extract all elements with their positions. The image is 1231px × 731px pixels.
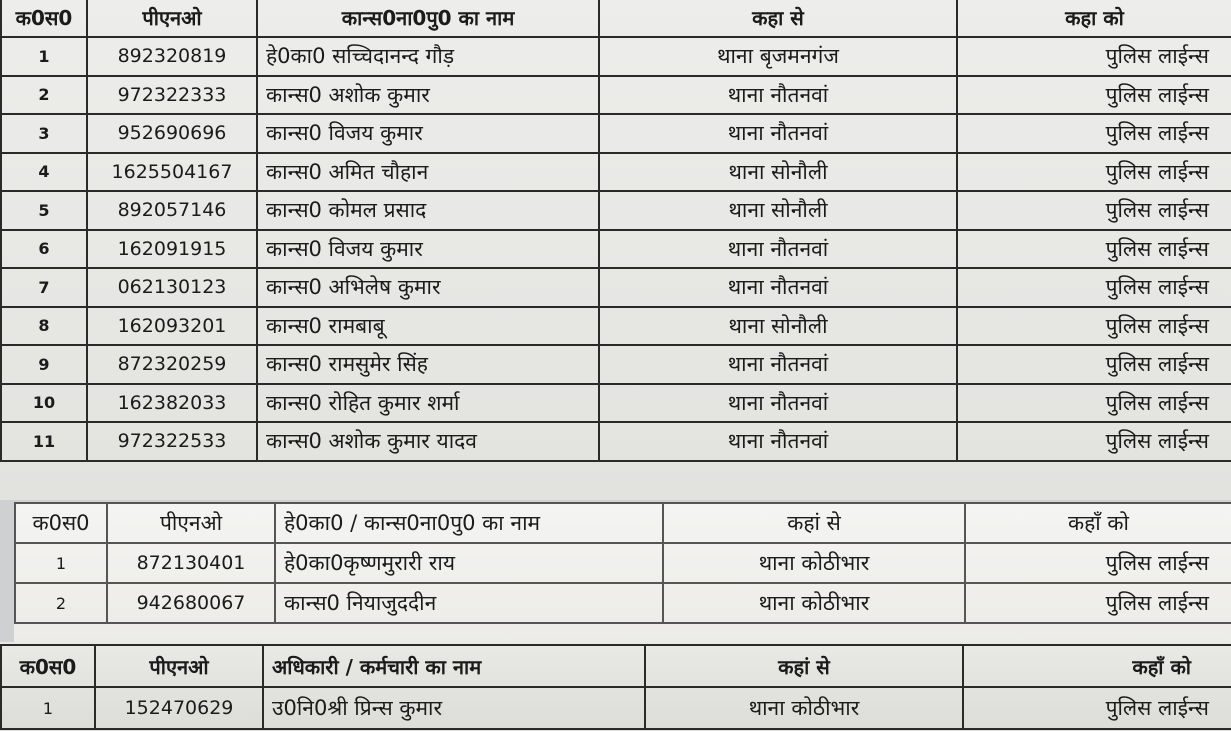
cell-name: कान्स0 कोमल प्रसाद bbox=[257, 191, 599, 230]
table-row bbox=[1, 345, 1231, 384]
cell-name: हे0का0 सच्चिदानन्द गौड़ bbox=[257, 37, 599, 76]
cell-serial: 7 bbox=[1, 268, 87, 307]
col-header-to: कहाँ को bbox=[963, 645, 1231, 687]
cell-from: थाना नौतनवां bbox=[599, 76, 957, 115]
cell-pno: 1625504167 bbox=[87, 153, 257, 192]
cell-to: पुलिस लाईन्स bbox=[957, 268, 1231, 307]
col-header-from: कहा से bbox=[599, 0, 957, 37]
cell-from: थाना सोनौली bbox=[599, 153, 957, 192]
col-header-serial: क0स0 bbox=[1, 645, 95, 687]
cell-pno: 972322333 bbox=[87, 76, 257, 115]
cell-name: उ0नि0श्री प्रिन्स कुमार bbox=[263, 687, 645, 729]
cell-to: पुलिस लाईन्स bbox=[957, 76, 1231, 115]
cell-pno: 162093201 bbox=[87, 307, 257, 346]
cell-serial: 1 bbox=[15, 543, 107, 583]
cell-from: थाना सोनौली bbox=[599, 191, 957, 230]
table-row bbox=[15, 583, 1231, 623]
col-header-to: कहा को bbox=[957, 0, 1231, 37]
table-row bbox=[1, 76, 1231, 115]
col-header-name: हे0का0 / कान्स0ना0पु0 का नाम bbox=[275, 503, 663, 543]
cell-to: पुलिस लाईन्स bbox=[957, 37, 1231, 76]
cell-pno: 892320819 bbox=[87, 37, 257, 76]
cell-from: थाना कोठीभार bbox=[663, 583, 965, 623]
col-header-name: कान्स0ना0पु0 का नाम bbox=[257, 0, 599, 37]
table-row bbox=[1, 687, 1231, 729]
cell-serial: 1 bbox=[1, 37, 87, 76]
transfer-table-3 bbox=[0, 644, 1231, 730]
cell-pno: 062130123 bbox=[87, 268, 257, 307]
table-header-row bbox=[1, 645, 1231, 687]
cell-from: थाना नौतनवां bbox=[599, 268, 957, 307]
transfer-table-2 bbox=[14, 502, 1231, 624]
table-row bbox=[1, 153, 1231, 192]
cell-serial: 9 bbox=[1, 345, 87, 384]
cell-from: थाना कोठीभार bbox=[663, 543, 965, 583]
cell-name: कान्स0 नियाजुददीन bbox=[275, 583, 663, 623]
cell-from: थाना नौतनवां bbox=[599, 384, 957, 423]
cell-from: थाना नौतनवां bbox=[599, 422, 957, 461]
cell-from: थाना नौतनवां bbox=[599, 345, 957, 384]
cell-to: पुलिस लाईन्स bbox=[965, 543, 1231, 583]
cell-to: पुलिस लाईन्स bbox=[957, 307, 1231, 346]
cell-name: कान्स0 अमित चौहान bbox=[257, 153, 599, 192]
cell-name: कान्स0 अशोक कुमार bbox=[257, 76, 599, 115]
cell-from: थाना सोनौली bbox=[599, 307, 957, 346]
cell-to: पुलिस लाईन्स bbox=[965, 583, 1231, 623]
cell-pno: 162091915 bbox=[87, 230, 257, 269]
cell-name: कान्स0 अभिलेष कुमार bbox=[257, 268, 599, 307]
cell-from: थाना नौतनवां bbox=[599, 114, 957, 153]
table-row bbox=[15, 543, 1231, 583]
cell-from: थाना नौतनवां bbox=[599, 230, 957, 269]
cell-to: पुलिस लाईन्स bbox=[963, 687, 1231, 729]
table-header-row bbox=[1, 0, 1231, 37]
cell-serial: 10 bbox=[1, 384, 87, 423]
col-header-from: कहां से bbox=[645, 645, 963, 687]
table-row bbox=[1, 384, 1231, 423]
table-header-row bbox=[15, 503, 1231, 543]
cell-to: पुलिस लाईन्स bbox=[957, 153, 1231, 192]
cell-pno: 972322533 bbox=[87, 422, 257, 461]
cell-pno: 872320259 bbox=[87, 345, 257, 384]
col-header-pno: पीएनओ bbox=[107, 503, 275, 543]
cell-to: पुलिस लाईन्स bbox=[957, 191, 1231, 230]
cell-serial: 11 bbox=[1, 422, 87, 461]
cell-serial: 6 bbox=[1, 230, 87, 269]
cell-to: पुलिस लाईन्स bbox=[957, 384, 1231, 423]
cell-to: पुलिस लाईन्स bbox=[957, 114, 1231, 153]
cell-serial: 2 bbox=[15, 583, 107, 623]
transfer-list-sheet-3 bbox=[0, 642, 1231, 731]
cell-name: कान्स0 रोहित कुमार शर्मा bbox=[257, 384, 599, 423]
cell-to: पुलिस लाईन्स bbox=[957, 230, 1231, 269]
cell-name: कान्स0 रामबाबू bbox=[257, 307, 599, 346]
cell-serial: 3 bbox=[1, 114, 87, 153]
table-row bbox=[1, 268, 1231, 307]
col-header-name: अधिकारी / कर्मचारी का नाम bbox=[263, 645, 645, 687]
cell-name: कान्स0 रामसुमेर सिंह bbox=[257, 345, 599, 384]
col-header-serial: क0स0 bbox=[1, 0, 87, 37]
cell-pno: 892057146 bbox=[87, 191, 257, 230]
cell-name: हे0का0कृष्णमुरारी राय bbox=[275, 543, 663, 583]
cell-serial: 2 bbox=[1, 76, 87, 115]
col-header-from: कहां से bbox=[663, 503, 965, 543]
cell-to: पुलिस लाईन्स bbox=[957, 422, 1231, 461]
cell-from: थाना बृजमनगंज bbox=[599, 37, 957, 76]
cell-pno: 952690696 bbox=[87, 114, 257, 153]
cell-name: कान्स0 अशोक कुमार यादव bbox=[257, 422, 599, 461]
table-row bbox=[1, 230, 1231, 269]
col-header-pno: पीएनओ bbox=[95, 645, 263, 687]
cell-from: थाना कोठीभार bbox=[645, 687, 963, 729]
cell-serial: 4 bbox=[1, 153, 87, 192]
col-header-pno: पीएनओ bbox=[87, 0, 257, 37]
table-row bbox=[1, 307, 1231, 346]
cell-to: पुलिस लाईन्स bbox=[957, 345, 1231, 384]
table-row bbox=[1, 422, 1231, 461]
cell-name: कान्स0 विजय कुमार bbox=[257, 230, 599, 269]
col-header-serial: क0स0 bbox=[15, 503, 107, 543]
table-row bbox=[1, 114, 1231, 153]
cell-pno: 162382033 bbox=[87, 384, 257, 423]
cell-serial: 1 bbox=[1, 687, 95, 729]
col-header-to: कहाँ को bbox=[965, 503, 1231, 543]
cell-pno: 872130401 bbox=[107, 543, 275, 583]
transfer-list-sheet-2 bbox=[14, 502, 1231, 644]
cell-name: कान्स0 विजय कुमार bbox=[257, 114, 599, 153]
cell-pno: 942680067 bbox=[107, 583, 275, 623]
table-row bbox=[1, 191, 1231, 230]
cell-pno: 152470629 bbox=[95, 687, 263, 729]
cell-serial: 8 bbox=[1, 307, 87, 346]
cell-serial: 5 bbox=[1, 191, 87, 230]
table-row bbox=[1, 37, 1231, 76]
